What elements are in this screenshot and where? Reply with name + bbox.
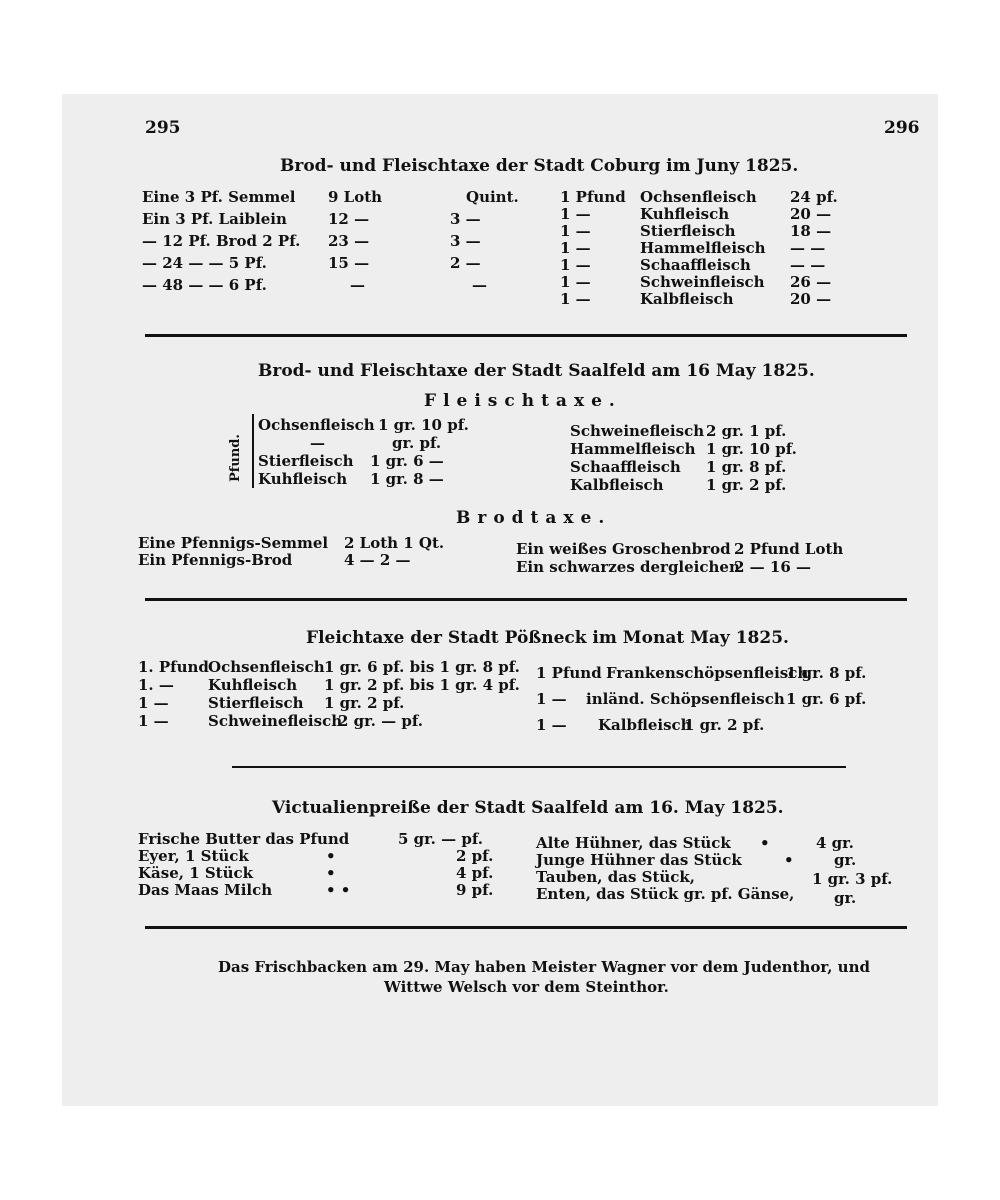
meat-item: Schweinefleisch: [208, 712, 343, 730]
meat-price: 24 pf.: [790, 188, 838, 206]
bread-quint: 3 —: [450, 210, 481, 228]
victual-dot: •: [784, 851, 794, 869]
meat-item: Kalbfleisch: [598, 716, 692, 734]
bread-label: Eine 3 Pf. Semmel: [142, 188, 296, 206]
section-divider: [145, 334, 907, 337]
meat-qty: 1 —: [536, 716, 567, 734]
meat-item: Kalbfleisch: [570, 476, 664, 494]
meat-qty: 1 Pfund: [560, 188, 626, 206]
victual-dot: •: [326, 847, 336, 865]
meat-price: 1 gr. 2 pf.: [324, 694, 405, 712]
meat-qty: 1 —: [560, 273, 591, 291]
meat-item: inländ. Schöpsenfleisch: [586, 690, 785, 708]
meat-qty: 1 Pfund: [536, 664, 602, 682]
meat-item: Schweinfleisch: [640, 273, 765, 291]
meat-item: Schaaffleisch: [570, 458, 681, 476]
victual-price: 4 gr.: [816, 834, 854, 852]
meat-item: Ochsenfleisch: [258, 416, 375, 434]
meat-item: Hammelfleisch: [570, 440, 696, 458]
victual-price: 1 gr. 3 pf.: [812, 870, 893, 888]
meat-qty: 1 —: [560, 222, 591, 240]
section-divider: [232, 766, 846, 768]
meat-price: 1 gr. 6 pf.: [786, 690, 867, 708]
victual-item: Alte Hühner, das Stück: [536, 834, 731, 852]
coburg-title: Brod- und Fleischtaxe der Stadt Coburg im Juny 1825.: [280, 156, 799, 176]
meat-item: Stierfleisch: [640, 222, 736, 240]
meat-item: —: [310, 434, 325, 452]
meat-price: 20 —: [790, 290, 832, 308]
meat-item: Ochsenfleisch: [640, 188, 757, 206]
section-divider: [145, 598, 907, 601]
meat-price: 1 gr. 6 —: [370, 452, 444, 470]
meat-price: 1 gr. 2 pf.: [684, 716, 765, 734]
victual-item: Junge Hühner das Stück: [536, 851, 742, 869]
victual-price: 9 pf.: [456, 881, 494, 899]
bread-item: Ein schwarzes dergleichen: [516, 558, 740, 576]
victual-price: 4 pf.: [456, 864, 494, 882]
meat-price: 1 gr. 8 pf.: [786, 664, 867, 682]
victual-price: 2 pf.: [456, 847, 494, 865]
footer-line-1: Das Frischbacken am 29. May haben Meister Wagner vor dem Judenthor, und: [218, 958, 870, 976]
bread-value: 2 Pfund Loth: [734, 540, 844, 558]
victual-price: gr.: [834, 889, 857, 907]
saalfeld-bread-heading: Brodtaxe.: [456, 508, 612, 528]
coburg-quint-header: Quint.: [466, 188, 519, 206]
meat-price: 18 —: [790, 222, 832, 240]
meat-item: Frankenschöpsenfleisch: [606, 664, 809, 682]
meat-qty: 1 —: [560, 256, 591, 274]
meat-item: Kuhfleisch: [258, 470, 348, 488]
meat-item: Kalbfleisch: [640, 290, 734, 308]
bread-weight: 9 Loth: [328, 188, 383, 206]
footer-line-2: Wittwe Welsch vor dem Steinthor.: [384, 978, 669, 996]
bread-value: 2 Loth 1 Qt.: [344, 534, 445, 552]
bread-weight: —: [350, 276, 365, 294]
saalfeld-meat-heading: Fleischtaxe.: [424, 391, 622, 411]
victualien-title: Victualienpreiße der Stadt Saalfeld am 16. May 1825.: [272, 798, 784, 818]
bread-quint: 3 —: [450, 232, 481, 250]
meat-price: 20 —: [790, 205, 832, 223]
bread-weight: 23 —: [328, 232, 370, 250]
victual-item: Käse, 1 Stück: [138, 864, 254, 882]
meat-price: 1 gr. 10 pf.: [378, 416, 469, 434]
page-number-right: 296: [884, 118, 920, 138]
victual-dot: •: [326, 864, 336, 882]
meat-price: 1 gr. 6 pf. bis 1 gr. 8 pf.: [324, 658, 520, 676]
poessneck-title: Fleichtaxe der Stadt Pößneck im Monat May 1825.: [306, 628, 789, 648]
meat-price: 2 gr. — pf.: [338, 712, 423, 730]
bread-item: Ein Pfennigs-Brod: [138, 551, 293, 569]
bread-item: Eine Pfennigs-Semmel: [138, 534, 329, 552]
victual-item: Das Maas Milch: [138, 881, 273, 899]
bread-item: Ein weißes Groschenbrod: [516, 540, 731, 558]
meat-item: Schweinefleisch: [570, 422, 705, 440]
page-number-left: 295: [145, 118, 181, 138]
meat-item: Stierfleisch: [258, 452, 354, 470]
meat-item: Schaaffleisch: [640, 256, 751, 274]
meat-qty: 1 —: [138, 712, 169, 730]
victual-dot: • •: [326, 881, 351, 899]
meat-price: 1 gr. 8 pf.: [706, 458, 787, 476]
meat-item: Stierfleisch: [208, 694, 304, 712]
meat-price: 26 —: [790, 273, 832, 291]
meat-qty: 1. —: [138, 676, 174, 694]
pfund-bracket: [252, 414, 254, 488]
bread-label: — 12 Pf. Brod 2 Pf.: [142, 232, 301, 250]
victual-item: Frische Butter das Pfund: [138, 830, 350, 848]
victual-price: 5 gr. — pf.: [398, 830, 483, 848]
meat-qty: 1 —: [536, 690, 567, 708]
meat-price: gr. pf.: [392, 434, 442, 452]
meat-price: 1 gr. 2 pf. bis 1 gr. 4 pf.: [324, 676, 520, 694]
bread-label: — 24 — — 5 Pf.: [142, 254, 267, 272]
bread-quint: —: [472, 276, 487, 294]
victual-price: gr.: [834, 851, 857, 869]
meat-qty: 1 —: [138, 694, 169, 712]
saalfeld-title: Brod- und Fleischtaxe der Stadt Saalfeld am 16 May 1825.: [258, 361, 815, 381]
meat-price: 2 gr. 1 pf.: [706, 422, 787, 440]
bread-weight: 15 —: [328, 254, 370, 272]
meat-price: — —: [790, 256, 826, 274]
bread-label: Ein 3 Pf. Laiblein: [142, 210, 287, 228]
meat-item: Hammelfleisch: [640, 239, 766, 257]
victual-dot: •: [760, 834, 770, 852]
meat-item: Ochsenfleisch: [208, 658, 325, 676]
meat-price: — —: [790, 239, 826, 257]
meat-price: 1 gr. 10 pf.: [706, 440, 797, 458]
bread-weight: 12 —: [328, 210, 370, 228]
victual-item: Tauben, das Stück,: [536, 868, 696, 886]
meat-qty: 1 —: [560, 239, 591, 257]
pfund-label: Pfund.: [228, 434, 243, 482]
victual-item: Enten, das Stück gr. pf. Gänse,: [536, 885, 795, 903]
bread-label: — 48 — — 6 Pf.: [142, 276, 267, 294]
meat-item: Kuhfleisch: [640, 205, 730, 223]
bread-quint: 2 —: [450, 254, 481, 272]
meat-qty: 1. Pfund: [138, 658, 209, 676]
meat-price: 1 gr. 8 —: [370, 470, 444, 488]
section-divider: [145, 926, 907, 929]
meat-price: 1 gr. 2 pf.: [706, 476, 787, 494]
meat-qty: 1 —: [560, 290, 591, 308]
bread-value: 4 — 2 —: [344, 551, 411, 569]
meat-item: Kuhfleisch: [208, 676, 298, 694]
meat-qty: 1 —: [560, 205, 591, 223]
victual-item: Eyer, 1 Stück: [138, 847, 249, 865]
bread-value: 2 — 16 —: [734, 558, 811, 576]
